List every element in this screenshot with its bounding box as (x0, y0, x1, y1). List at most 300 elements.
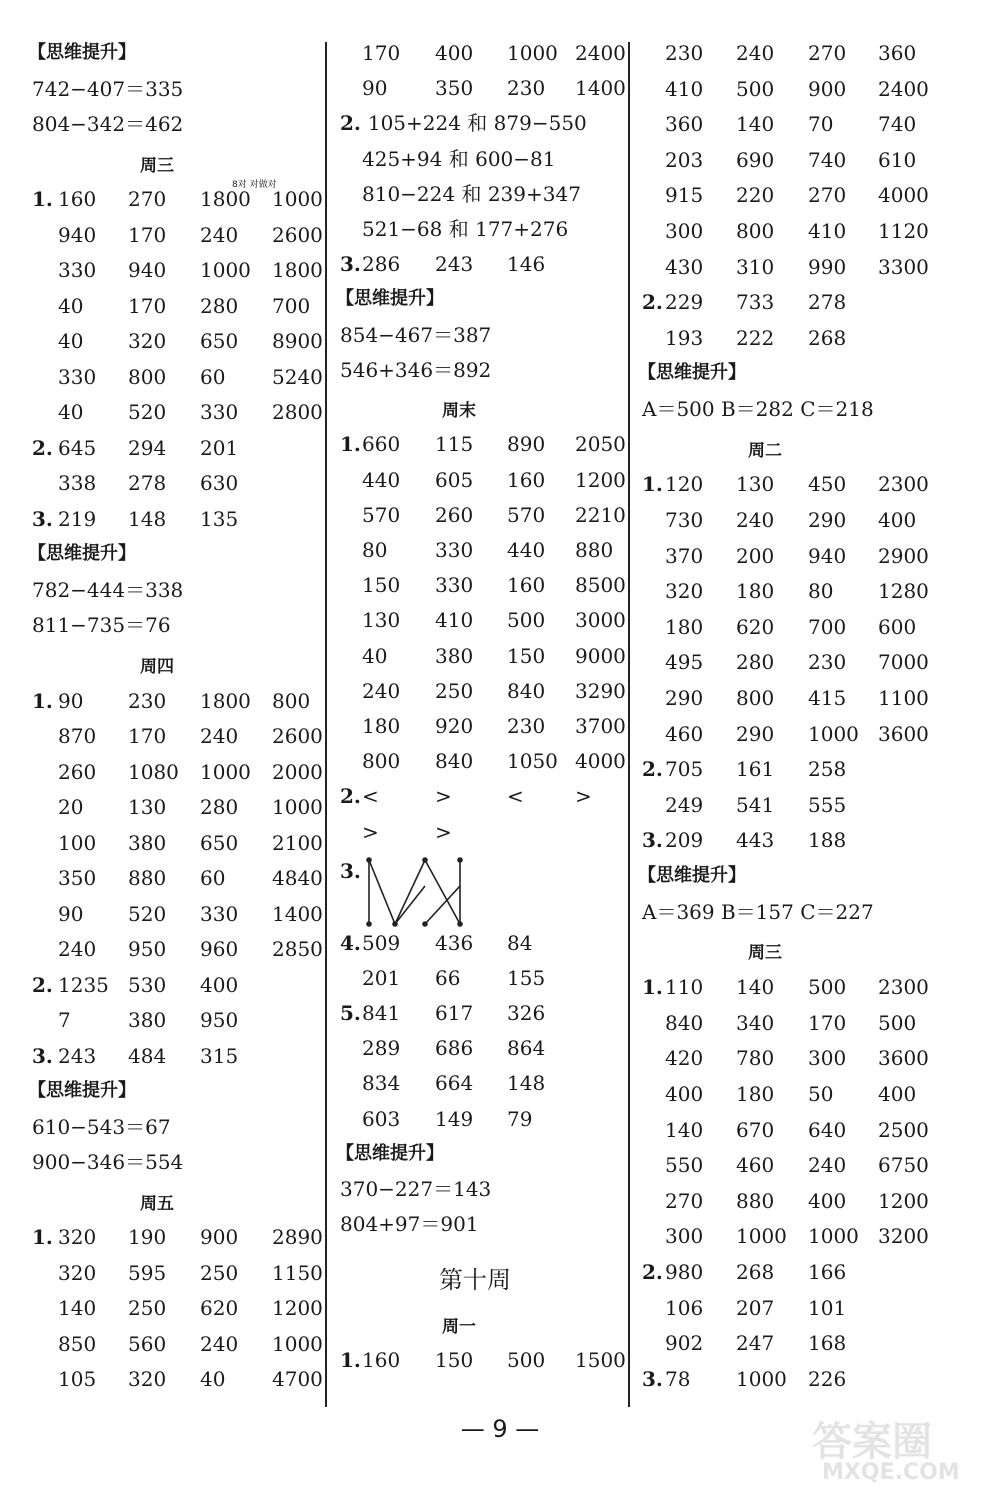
answer-cell: 500 (507, 1348, 546, 1373)
answer-cell: 1200 (878, 1188, 929, 1213)
answer-cell: 330 (58, 258, 97, 283)
answer-cell: 890 (507, 432, 546, 457)
answer-cell: 550 (665, 1153, 704, 1178)
answer-cell: 740 (878, 112, 917, 137)
answer-cell: 222 (736, 325, 775, 350)
answer-cell: 286 (362, 252, 401, 277)
answer-cell: 146 (507, 252, 546, 277)
answer-cell: 250 (200, 1260, 239, 1285)
thinking-section-label: 【思维提升】 (336, 288, 444, 310)
answer-cell: 800 (272, 688, 311, 713)
answer-line (32, 577, 183, 603)
answer-cell: 270 (808, 183, 847, 208)
answer-line (340, 110, 587, 136)
answer-cell: 420 (665, 1046, 704, 1071)
answer-cell: 380 (128, 830, 167, 855)
answer-cell: 443 (736, 828, 775, 853)
answer-cell: 160 (58, 187, 97, 212)
answer-column-2 (327, 0, 627, 1410)
answer-cell: 1800 (272, 258, 323, 283)
answer-cell: 450 (808, 472, 847, 497)
answer-cell: 2600 (272, 724, 323, 749)
question-number: 5. (340, 1000, 361, 1025)
answer-cell: 90 (58, 688, 84, 713)
answer-cell: 278 (808, 290, 847, 315)
answer-cell: 209 (665, 828, 704, 853)
answer-cell: 201 (200, 435, 239, 460)
answer-cell: 115 (435, 432, 474, 457)
answer-cell: 940 (128, 258, 167, 283)
question-number: 2. (642, 757, 663, 782)
answer-cell: 280 (200, 293, 239, 318)
answer-cell: 330 (435, 573, 474, 598)
answer-cell: 484 (128, 1043, 167, 1068)
answer-cell: 1050 (507, 749, 558, 774)
answer-text: 105+224 和 879−550 (367, 111, 587, 136)
answer-cell: 700 (272, 293, 311, 318)
answer-cell: 1800 (200, 187, 251, 212)
answer-cell: 2400 (878, 76, 929, 101)
answer-cell: 840 (435, 749, 474, 774)
answer-cell: 250 (435, 678, 474, 703)
thinking-section-label: 【思维提升】 (638, 865, 746, 887)
answer-cell: 841 (362, 1000, 401, 1025)
question-number: 3. (340, 252, 361, 277)
answer-cell: 900 (200, 1225, 239, 1250)
answer-cell: 260 (58, 759, 97, 784)
answer-cell: 247 (736, 1331, 775, 1356)
answer-cell: 500 (808, 975, 847, 1000)
answer-cell: 880 (736, 1188, 775, 1213)
answer-cell: 380 (128, 1008, 167, 1033)
answer-cell: 280 (200, 795, 239, 820)
answer-cell: 500 (736, 76, 775, 101)
answer-cell: 400 (665, 1081, 704, 1106)
matching-dot (366, 857, 372, 863)
answer-cell: 415 (808, 686, 847, 711)
answer-cell: 664 (435, 1071, 474, 1096)
answer-cell: 400 (200, 972, 239, 997)
answer-text: 370−227＝143 (340, 1176, 492, 1201)
answer-cell: 330 (435, 538, 474, 563)
answer-cell: 168 (808, 1331, 847, 1356)
watermark-logo (812, 1410, 932, 1467)
thinking-section-label: 【思维提升】 (336, 1142, 444, 1164)
answer-cell: 170 (362, 41, 401, 65)
answer-cell: 1200 (575, 467, 626, 492)
answer-cell: 400 (435, 41, 474, 65)
answer-cell: 135 (200, 506, 239, 531)
answer-cell: 530 (128, 972, 167, 997)
answer-cell: 1000 (808, 721, 859, 746)
answer-cell: 130 (362, 608, 401, 633)
answer-cell: 2050 (575, 432, 626, 457)
thinking-section-label: 【思维提升】 (638, 362, 746, 384)
question-number: 1. (642, 472, 663, 497)
answer-cell: 1000 (200, 759, 251, 784)
answer-text: 782−444＝338 (32, 577, 184, 602)
answer-cell: 555 (808, 792, 847, 817)
answer-cell: 900 (808, 76, 847, 101)
answer-cell: 1000 (272, 187, 323, 212)
answer-cell: 500 (878, 1010, 917, 1035)
answer-cell: 330 (200, 400, 239, 425)
thinking-section-label: 【思维提升】 (28, 543, 136, 565)
answer-cell: 4700 (272, 1367, 323, 1392)
answer-text: 810−224 和 239+347 (362, 181, 581, 206)
answer-cell: 500 (507, 608, 546, 633)
page-number: — 9 — (460, 1415, 540, 1443)
answer-cell: 436 (435, 930, 474, 955)
answer-cell: 509 (362, 930, 401, 955)
question-number: 3. (642, 1366, 663, 1391)
answer-cell: 1000 (736, 1224, 787, 1249)
answer-cell: 70 (808, 112, 834, 137)
answer-cell: 270 (665, 1188, 704, 1213)
answer-cell: 440 (507, 538, 546, 563)
answer-cell: 350 (435, 76, 474, 101)
answer-cell: 249 (665, 792, 704, 817)
answer-text: 804+97＝901 (340, 1212, 479, 1237)
answer-cell: 201 (362, 965, 401, 990)
answer-cell: 800 (362, 749, 401, 774)
answer-line (32, 1149, 183, 1175)
answer-cell: 603 (362, 1106, 401, 1131)
answer-cell: 410 (665, 76, 704, 101)
answer-cell: 230 (665, 41, 704, 65)
answer-cell: > (362, 819, 379, 844)
answer-cell: 960 (200, 937, 239, 962)
answer-cell: 1150 (272, 1260, 323, 1285)
answer-cell: 1000 (200, 258, 251, 283)
answer-text: 610−543＝67 (32, 1114, 171, 1139)
answer-cell: 1400 (272, 901, 323, 926)
answer-cell: 670 (736, 1117, 775, 1142)
watermark-line1: 答案圈 (812, 1419, 932, 1465)
answer-cell: 1000 (272, 1331, 323, 1356)
answer-cell: 1500 (575, 1348, 626, 1373)
answer-cell: 180 (736, 1081, 775, 1106)
answer-cell: 160 (362, 1348, 401, 1373)
section-heading: 周三 (748, 943, 782, 964)
answer-cell: 520 (128, 901, 167, 926)
answer-line (340, 357, 491, 383)
answer-text: 811−735＝76 (32, 613, 171, 638)
answer-cell: 610 (878, 147, 917, 172)
answer-cell: 250 (128, 1296, 167, 1321)
answer-line (32, 111, 183, 137)
watermark-url (822, 1460, 960, 1485)
answer-cell: 5240 (272, 364, 323, 389)
answer-cell: 2000 (272, 759, 323, 784)
answer-cell: 1000 (736, 1366, 787, 1391)
section-heading: 周一 (442, 1316, 476, 1337)
answer-cell: 1080 (128, 759, 179, 784)
answer-text: 742−407＝335 (32, 76, 184, 101)
answer-cell: 705 (665, 757, 704, 782)
answer-cell: 2600 (272, 222, 323, 247)
answer-cell: 940 (808, 543, 847, 568)
answer-cell: 170 (128, 293, 167, 318)
answer-cell: 315 (200, 1043, 239, 1068)
answer-cell: 1800 (200, 688, 251, 713)
answer-cell: 190 (128, 1225, 167, 1250)
answer-cell: 560 (128, 1331, 167, 1356)
answer-cell: 1200 (272, 1296, 323, 1321)
answer-cell: 3600 (878, 721, 929, 746)
answer-cell: 40 (362, 643, 388, 668)
answer-cell: 150 (507, 643, 546, 668)
answer-cell: 50 (808, 1081, 834, 1106)
question-number: 1. (32, 187, 53, 212)
answer-cell: 2300 (878, 472, 929, 497)
answer-cell: 360 (878, 41, 917, 65)
answer-cell: 8500 (575, 573, 626, 598)
answer-cell: 520 (128, 400, 167, 425)
answer-cell: 150 (362, 573, 401, 598)
answer-cell: 630 (200, 471, 239, 496)
answer-cell: 60 (200, 364, 226, 389)
answer-cell: 110 (665, 975, 704, 1000)
answer-cell: 243 (58, 1043, 97, 1068)
thinking-section-label: 【思维提升】 (28, 1080, 136, 1102)
answer-cell: 270 (128, 187, 167, 212)
answer-cell: 320 (128, 1367, 167, 1392)
question-number: 1. (340, 432, 361, 457)
answer-cell: 700 (808, 614, 847, 639)
matching-dot (457, 921, 463, 927)
answer-cell: 3200 (878, 1224, 929, 1249)
matching-dot (422, 857, 428, 863)
answer-cell: 460 (736, 1153, 775, 1178)
answer-cell: 240 (200, 1331, 239, 1356)
answer-cell: 240 (200, 222, 239, 247)
answer-cell: 240 (808, 1153, 847, 1178)
answer-cell: 80 (362, 538, 388, 563)
answer-cell: 730 (665, 508, 704, 533)
answer-cell: 1400 (575, 76, 626, 101)
matching-dot (366, 921, 372, 927)
answer-line (642, 899, 874, 925)
question-number: 1. (32, 688, 53, 713)
answer-cell: 1280 (878, 579, 929, 604)
answer-line (362, 181, 581, 207)
answer-cell: 1000 (808, 1224, 859, 1249)
question-number: 3. (32, 506, 53, 531)
answer-cell: 320 (58, 1260, 97, 1285)
answer-cell: 240 (362, 678, 401, 703)
answer-text: 425+94 和 600−81 (362, 146, 556, 171)
answer-cell: 300 (665, 219, 704, 243)
answer-cell: 219 (58, 506, 97, 531)
answer-cell: 289 (362, 1036, 401, 1061)
answer-cell: 800 (128, 364, 167, 389)
answer-cell: 733 (736, 290, 775, 315)
answer-cell: 170 (128, 724, 167, 749)
answer-cell: 650 (200, 830, 239, 855)
answer-cell: 148 (507, 1071, 546, 1096)
answer-cell: 880 (128, 866, 167, 891)
answer-cell: 686 (435, 1036, 474, 1061)
answer-cell: 40 (58, 329, 84, 354)
answer-cell: 260 (435, 502, 474, 527)
answer-cell: 278 (128, 471, 167, 496)
answer-cell: 290 (808, 508, 847, 533)
answer-cell: 690 (736, 147, 775, 172)
answer-cell: 229 (665, 290, 704, 315)
answer-cell: 105 (58, 1367, 97, 1392)
answer-cell: 230 (808, 650, 847, 675)
answer-cell: 6750 (878, 1153, 929, 1178)
answer-cell: 180 (665, 614, 704, 639)
answer-cell: 200 (736, 543, 775, 568)
answer-cell: 270 (808, 41, 847, 65)
answer-cell: 4000 (878, 183, 929, 208)
week-heading: 第十周 (439, 1266, 511, 1295)
answer-cell: 940 (58, 222, 97, 247)
answer-cell: 620 (736, 614, 775, 639)
answer-cell: 160 (507, 573, 546, 598)
answer-cell: 460 (665, 721, 704, 746)
answer-cell: 7 (58, 1008, 71, 1033)
answer-line (32, 76, 183, 102)
answer-cell: 220 (736, 183, 775, 208)
answer-cell: 84 (507, 930, 533, 955)
answer-cell: 230 (128, 688, 167, 713)
answer-cell: 410 (808, 219, 847, 243)
answer-cell: 3300 (878, 254, 929, 279)
answer-cell: 600 (878, 614, 917, 639)
answer-cell: 740 (808, 147, 847, 172)
answer-cell: 400 (808, 1188, 847, 1213)
answer-cell: 130 (128, 795, 167, 820)
answer-cell: 166 (808, 1259, 847, 1284)
answer-cell: 950 (200, 1008, 239, 1033)
answer-cell: 90 (362, 76, 388, 101)
answer-cell: < (507, 784, 524, 809)
answer-cell: 120 (665, 472, 704, 497)
answer-cell: 570 (507, 502, 546, 527)
matching-line (369, 860, 395, 924)
answer-cell: 880 (575, 538, 614, 563)
answer-cell: 605 (435, 467, 474, 492)
answer-cell: 864 (507, 1036, 546, 1061)
answer-cell: 340 (736, 1010, 775, 1035)
answer-cell: 410 (435, 608, 474, 633)
answer-cell: 280 (736, 650, 775, 675)
answer-cell: 915 (665, 183, 704, 208)
watermark-line2: MXQE.COM (822, 1460, 960, 1485)
answer-cell: > (575, 784, 592, 809)
answer-cell: 258 (808, 757, 847, 782)
answer-cell: 620 (200, 1296, 239, 1321)
answer-line (340, 1211, 479, 1237)
question-number: 1. (340, 1348, 361, 1373)
answer-cell: 155 (507, 965, 546, 990)
answer-cell: 570 (362, 502, 401, 527)
answer-text: 546+346＝892 (340, 357, 492, 382)
answer-cell: 840 (507, 678, 546, 703)
question-number: 2. (340, 784, 361, 809)
answer-text: 521−68 和 177+276 (362, 217, 569, 241)
answer-cell: 8900 (272, 329, 323, 354)
answer-cell: 350 (58, 866, 97, 891)
answer-cell: 330 (58, 364, 97, 389)
answer-line (362, 216, 568, 242)
answer-cell: 320 (128, 329, 167, 354)
answer-cell: 66 (435, 965, 461, 990)
answer-cell: 170 (128, 222, 167, 247)
answer-cell: 80 (808, 579, 834, 604)
answer-cell: 902 (665, 1331, 704, 1356)
answer-cell: 780 (736, 1046, 775, 1071)
answer-cell: 840 (665, 1010, 704, 1035)
answer-cell: 2400 (575, 41, 626, 65)
answer-cell: 1235 (58, 972, 109, 997)
answer-cell: 300 (665, 1224, 704, 1249)
answer-cell: 300 (808, 1046, 847, 1071)
answer-text: 854−467＝387 (340, 322, 492, 347)
answer-cell: 9000 (575, 643, 626, 668)
answer-cell: 40 (200, 1367, 226, 1392)
answer-cell: 800 (736, 219, 775, 243)
answer-cell: 240 (736, 508, 775, 533)
answer-cell: 2900 (878, 543, 929, 568)
answer-cell: > (435, 784, 452, 809)
answer-line (642, 396, 874, 422)
answer-cell: 230 (507, 76, 546, 101)
answer-cell: 645 (58, 435, 97, 460)
answer-cell: 400 (878, 1081, 917, 1106)
question-number: 2. (340, 111, 368, 136)
answer-cell: > (435, 819, 452, 844)
answer-cell: 106 (665, 1295, 704, 1320)
answer-text: A＝369 B＝157 C＝227 (642, 899, 874, 924)
answer-cell: 78 (665, 1366, 691, 1391)
answer-cell: 1000 (272, 795, 323, 820)
answer-cell: 20 (58, 795, 84, 820)
answer-cell: 980 (665, 1259, 704, 1284)
answer-line (32, 612, 171, 638)
answer-cell: 240 (736, 41, 775, 65)
answer-cell: 850 (58, 1331, 97, 1356)
answer-cell: 3000 (575, 608, 626, 633)
answer-cell: 650 (200, 329, 239, 354)
answer-cell: 4000 (575, 749, 626, 774)
answer-cell: 380 (435, 643, 474, 668)
answer-cell: 2210 (575, 502, 626, 527)
answer-cell: 226 (808, 1366, 847, 1391)
answer-cell: 950 (128, 937, 167, 962)
answer-cell: 193 (665, 325, 704, 350)
question-number: 3. (642, 828, 663, 853)
section-heading: 周末 (442, 401, 476, 421)
answer-cell: 170 (808, 1010, 847, 1035)
answer-cell: 1000 (507, 41, 558, 65)
answer-cell: 180 (362, 714, 401, 739)
answer-cell: 495 (665, 650, 704, 675)
answer-cell: 230 (507, 714, 546, 739)
answer-cell: 660 (362, 432, 401, 457)
answer-cell: 360 (665, 112, 704, 137)
answer-cell: 326 (507, 1000, 546, 1025)
answer-cell: 617 (435, 1000, 474, 1025)
matching-dot (457, 857, 463, 863)
answer-cell: 400 (878, 508, 917, 533)
question-number: 2. (32, 435, 53, 460)
answer-cell: 149 (435, 1106, 474, 1131)
answer-cell: 800 (736, 686, 775, 711)
